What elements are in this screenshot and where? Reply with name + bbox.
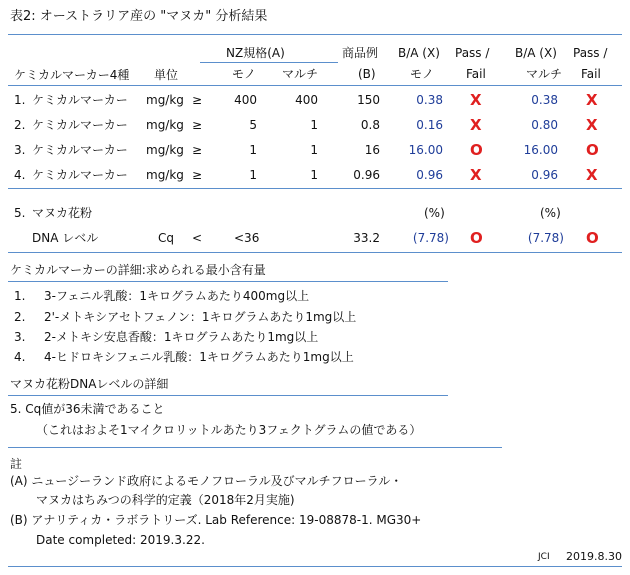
row-no: 4. [14,168,26,182]
nz-subrule [200,62,338,63]
pollen-pf-mono: O [470,229,483,247]
note-b-line-2: Date completed: 2019.3.22. [36,533,205,547]
row-ba-mono: 16.00 [408,143,443,157]
note-b-line-1: (B) アナリティカ・ラボラトリーズ. Lab Reference: 19-08878-1. MG30+ [10,513,422,527]
dna-line-2: （これはおよそ1マイクロリットルあたり3フェクトグラムの値である） [36,423,422,437]
row-multi: 1 [310,143,318,157]
row-pf-mono: X [470,91,482,109]
detail-item-text: 3-フェニル乳酸：1キログラムあたり400mg以上 [44,289,310,303]
pollen-no: 5. [14,206,26,220]
row-pf-mono: X [470,116,482,134]
row-ba-mono: 0.16 [416,118,443,132]
pollen-pct-mono: (%) [424,206,445,220]
row-name: ケミカルマーカー [32,118,128,132]
row-pf-mono: X [470,166,482,184]
footer-date: 2019.8.30 [566,550,622,563]
dna-rule [8,395,448,396]
row-mono: 400 [234,93,257,107]
header-mono: モノ [232,67,256,81]
row-mono: 1 [249,143,257,157]
row-mono: 1 [249,168,257,182]
table-top-rule [8,34,622,35]
row-no: 2. [14,118,26,132]
row-ba-mono: 0.96 [416,168,443,182]
header-bottom-rule [8,85,622,86]
header-pass-multi: Pass / [573,46,608,60]
pollen-product: 33.2 [353,231,380,245]
pollen-ba-multi: (7.78) [527,231,564,245]
detail-heading: ケミカルマーカーの詳細:求められる最小含有量 [10,263,266,277]
pollen-dna-label: DNA レベル [32,231,99,245]
header-pass-mono: Pass / [455,46,490,60]
page-title: 表2: オーストラリア産の "マヌカ" 分析結果 [10,9,268,24]
footer-rule [8,566,622,567]
row-product: 0.96 [353,168,380,182]
header-product-b: (B) [358,67,376,81]
detail-item-no: 2. [14,310,26,324]
row-op: ≥ [192,118,203,132]
notes-rule [8,447,502,448]
detail-item-text: 2-メトキシ安息香酸：1キログラムあたり1mg以上 [44,330,319,344]
row-ba-multi: 0.96 [531,168,558,182]
row-name: ケミカルマーカー [32,93,128,107]
footer-initials: JCI [538,552,550,562]
note-a-line-2: マヌカはちみつの科学的定義（2018年2月実施) [36,493,295,507]
row-pf-multi: O [586,141,599,159]
pollen-op: < [192,231,203,245]
row-ba-multi: 16.00 [523,143,558,157]
detail-item-no: 1. [14,289,26,303]
row-multi: 400 [295,93,318,107]
rows-bottom-rule [8,188,622,189]
row-pf-multi: X [586,166,598,184]
row-ba-multi: 0.80 [531,118,558,132]
detail-item-no: 3. [14,330,26,344]
pollen-unit: Cq [158,231,174,245]
row-multi: 1 [310,118,318,132]
row-ba-multi: 0.38 [531,93,558,107]
header-mono-2: モノ [410,67,434,81]
pollen-ba-mono: (7.78) [412,231,449,245]
detail-rule [8,281,448,282]
pollen-pf-multi: O [586,229,599,247]
header-unit: 単位 [154,68,179,82]
row-product: 0.8 [360,118,380,132]
header-multi-2: マルチ [526,67,563,81]
row-op: ≥ [192,168,203,182]
row-unit: mg/kg [146,168,184,182]
header-nz-standard: NZ規格(A) [226,46,285,60]
dna-line-1: 5. Cq値が36未満であること [10,402,165,416]
table-bottom-rule [8,252,622,253]
row-mono: 5 [249,118,257,132]
notes-heading: 註 [10,457,23,471]
header-ba-mono: B/A (X) [398,46,440,60]
dna-heading: マヌカ花粉DNAレベルの詳細 [10,377,169,391]
row-name: ケミカルマーカー [32,168,128,182]
row-unit: mg/kg [146,93,184,107]
row-no: 1. [14,93,26,107]
header-product-example: 商品例 [342,46,379,60]
row-op: ≥ [192,143,203,157]
header-multi: マルチ [282,67,319,81]
header-ba-multi: B/A (X) [515,46,557,60]
detail-item-no: 4. [14,350,26,364]
detail-item-text: 2'-メトキシアセトフェノン：1キログラムあたり1mg以上 [44,310,357,324]
header-marker: ケミカルマーカー4種 [14,68,130,82]
row-pf-mono: O [470,141,483,159]
row-pf-multi: X [586,91,598,109]
row-multi: 1 [310,168,318,182]
pollen-pct-multi: (%) [540,206,561,220]
row-unit: mg/kg [146,143,184,157]
pollen-value: <36 [234,231,260,245]
row-product: 150 [357,93,380,107]
row-pf-multi: X [586,116,598,134]
row-op: ≥ [192,93,203,107]
note-a-line-1: (A) ニュージーランド政府によるモノフローラル及びマルチフローラル・ [10,474,403,488]
detail-item-text: 4-ヒドロキシフェニル乳酸：1キログラムあたり1mg以上 [44,350,354,364]
row-name: ケミカルマーカー [32,143,128,157]
row-no: 3. [14,143,26,157]
row-product: 16 [364,143,380,157]
pollen-name: マヌカ花粉 [32,206,93,220]
header-fail-mono: Fail [466,67,486,81]
header-fail-multi: Fail [581,67,601,81]
row-unit: mg/kg [146,118,184,132]
row-ba-mono: 0.38 [416,93,443,107]
